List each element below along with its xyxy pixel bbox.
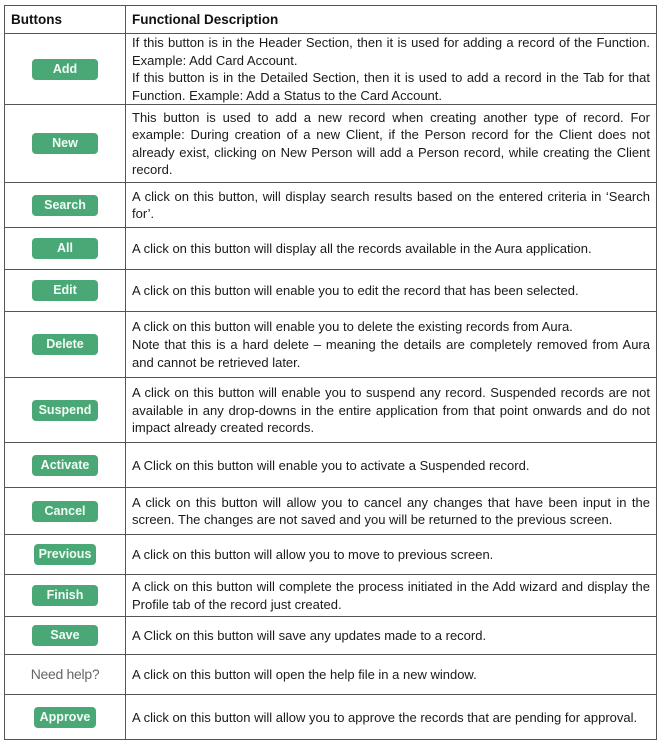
table-row bbox=[5, 575, 657, 617]
row-description: A Click on this button will enable you to activate a Suspended record. bbox=[126, 443, 657, 488]
row-description: A click on this button will enable you to delete the existing records from Aura. bbox=[132, 319, 573, 335]
cancel-button[interactable]: Cancel bbox=[32, 501, 98, 522]
new-button[interactable]: New bbox=[32, 133, 98, 154]
save-button[interactable]: Save bbox=[32, 625, 98, 646]
table-row bbox=[5, 228, 657, 270]
table-row bbox=[5, 655, 657, 695]
row-description: A click on this button will display all the records available in the Aura application. bbox=[126, 228, 657, 270]
row-description: If this button is in the Header Section, then it is used for adding a record of the Function. Example: Add Card Account. bbox=[132, 35, 650, 68]
row-description: A click on this button will enable you to suspend any record. Suspended records are not available in any drop-downs in the entire application from that point onwards and do not impact already created records. bbox=[126, 378, 657, 443]
delete-button[interactable]: Delete bbox=[32, 334, 98, 355]
edit-button[interactable]: Edit bbox=[32, 280, 98, 301]
table-row bbox=[5, 312, 657, 378]
finish-button[interactable]: Finish bbox=[32, 585, 98, 606]
table-row bbox=[5, 105, 657, 183]
all-button[interactable]: All bbox=[32, 238, 98, 259]
previous-button[interactable]: Previous bbox=[34, 544, 96, 565]
search-button[interactable]: Search bbox=[32, 195, 98, 216]
table-row bbox=[5, 617, 657, 655]
buttons-table bbox=[4, 5, 657, 740]
row-description: A click on this button will allow you to move to previous screen. bbox=[126, 535, 657, 575]
header-functional-description: Functional Description bbox=[126, 6, 657, 34]
row-description: A click on this button will allow you to cancel any changes that have been input in the screen. The changes are not saved and you will be returned to the previous screen. bbox=[126, 488, 657, 535]
suspend-button[interactable]: Suspend bbox=[32, 400, 98, 421]
approve-button[interactable]: Approve bbox=[34, 707, 96, 728]
row-description-note: Note that this is a hard delete – meaning the details are completely removed from Aura and cannot be retrieved later. bbox=[132, 337, 650, 370]
table-row bbox=[5, 443, 657, 488]
table-row bbox=[5, 34, 657, 105]
need-help-link[interactable]: Need help? bbox=[30, 665, 100, 682]
table-row bbox=[5, 270, 657, 312]
table-header-row bbox=[5, 6, 657, 34]
add-button[interactable]: Add bbox=[32, 59, 98, 80]
row-description: This button is used to add a new record when creating another type of record. For example: During creation of a new Client, if the Person record for the Client does not already exist, clicking on New Person will add a Person record, while creating the Client record. bbox=[126, 105, 657, 183]
table-row bbox=[5, 695, 657, 740]
row-description: A Click on this button will save any updates made to a record. bbox=[126, 617, 657, 655]
row-description: A click on this button will complete the process initiated in the Add wizard and display the Profile tab of the record just created. bbox=[126, 575, 657, 617]
table-row bbox=[5, 183, 657, 228]
activate-button[interactable]: Activate bbox=[32, 455, 98, 476]
table-row bbox=[5, 535, 657, 575]
header-buttons: Buttons bbox=[5, 6, 126, 34]
row-description: A click on this button will enable you to edit the record that has been selected. bbox=[126, 270, 657, 312]
row-description-note: If this button is in the Detailed Section, then it is used to add a record in the Tab for that Function. Example: Add a Status to the Card Account. bbox=[132, 70, 650, 103]
row-description: A click on this button will open the help file in a new window. bbox=[126, 655, 657, 695]
table-row bbox=[5, 488, 657, 535]
row-description: A click on this button will allow you to approve the records that are pending for approval. bbox=[126, 695, 657, 740]
table-row bbox=[5, 378, 657, 443]
row-description: A click on this button, will display search results based on the entered criteria in ‘Search for’. bbox=[126, 183, 657, 228]
